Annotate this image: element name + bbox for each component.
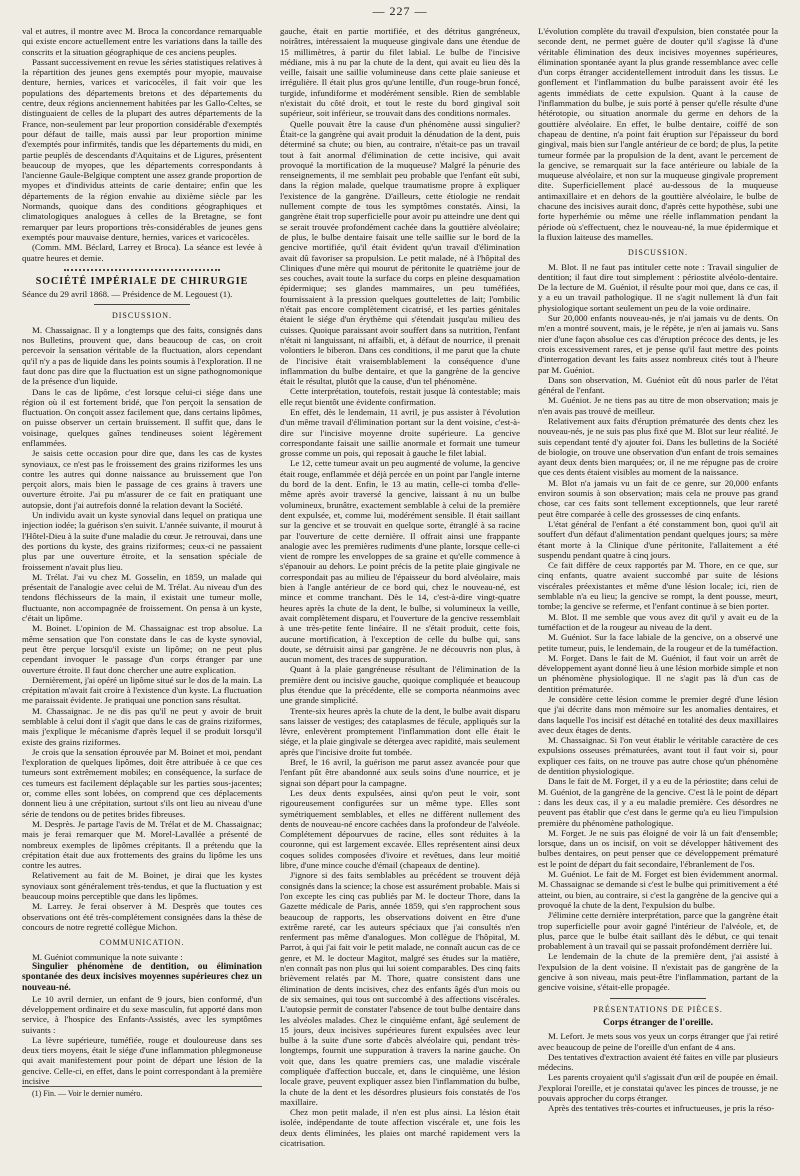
discussion-heading: DISCUSSION. — [627, 248, 689, 258]
paragraph: J'ignore si des faits semblables au précédent se trouvent déjà consignés dans la science; la chose est assurément probable. Mais si l'on excepte les cinq cas publiés par M. le docteur Thore, dans la Gazette médicale de Paris, année 1859, qui s'en rapprochent sous beaucoup de rapports, les observations doivent en être d'une extrême rareté, car les auteurs spéciaux que j'ai consultés n'en renferment pas même d'analogues. Mon collègue de l'hôpital, M. Parrot, à qui j'ai fait voir le petit malade, ne connaît aucun cas de ce genre, et M. le docteur Magitot, malgré ses études sur la matière, n'en connaît pas non plus qui lui soient comparables. Des cinq faits brièvement relatés par M. Thore, quatre consistent dans une élimination de dents incisives, chez des enfants âgés d'un mois ou de six semaines, qui tous ont succombé à des affections viscérales. L'autopsie permit de constater l'absence de tout bulbe dentaire dans les alvéoles malades. Chez le cinquième enfant, âgé seulement de 15 jours, deux incisives supérieures furent expulsées avec leur bulbe à la suite d'une sorte d'abcès alvéolaire qui, pendant très-longtemps, fournit une suppuration à travers la narine gauche. On voit que, dans les quatre premiers cas, une maladie viscérale compliquée d'affection buccale, et, dans le cinquième, une lésion locale grave, peuvent expliquer assez bien l'inflammation du bulbe, la chute de la dent et les désordres plusieurs fois constatés de l'os maxillaire. — [280, 870, 520, 1107]
paragraph: Passant successivement en revue les séries statistiques relatives à la répartition des jeunes gens exemptés pour myopie, mauvaise denture, hernies, varices et varicocèles, il fait voir que les populations des départements bretons et des départements du centre, deux régions anciennement habitées par les Gallo-Celtes, se distinguaient de celles de la plupart des autres départements de la France, non-seulement par leur proportion considérable d'exemptés pour défaut de taille, mais aussi par leur proportion minime d'exemptés pour infirmités, tandis que les départements du midi, en partie peuplés de descendants d'Aquitains et de Ligures, présentent beaucoup de myopes, que les départements correspondants à l'ancienne Gaule-Belgique comptent une assez grande proportion de myopes et d'individus atteints de carie dentaire; enfin que les départements de la région envahie au dixième siècle par les Normands, quoique dans des conditions géographiques et climatologiques analogues à celles de la Bretagne, se font remarquer par leurs proportions très-considérables de jeunes gens exemptés pour mauvaise denture, hernies, varices et varicocèles. — [22, 56, 262, 242]
presentation-title: Corps étranger de l'oreille. — [603, 1016, 713, 1028]
paragraph: M. Forget. Je ne suis pas éloigné de voir là un fait d'ensemble; lorsque, dans un os incisif, on voit se développer hâtivement des bulbes dentaires, on peut penser que ce développement prématuré est le point de départ du fait secondaire, l'ébranlement de l'os. — [538, 827, 778, 869]
communication-title: Singulier phénomène de dentition, ou élimination spontanée des deux incisives moyennes supérieures chez un nouveau-né. — [22, 961, 262, 994]
paragraph: Dans son observation, M. Guéniot eût dû nous parler de l'état général de l'enfant. — [538, 374, 778, 396]
section-divider — [64, 269, 220, 271]
footnote: (1) Fin. — Voir le dernier numéro. — [22, 1086, 262, 1099]
paragraph: Cette interprétation, toutefois, restait jusque là contestable; mais elle reçut bientôt une évidente confirmation. — [280, 386, 520, 407]
paragraph: M. Boinet. L'opinion de M. Chassaignac est trop absolue. La même sensation que l'on constate dans le cas de kyste synovial, peut être perçue lorsqu'il existe un lipôme; on ne peut plus cependant invoquer le passage d'un corps étranger par une ouverture étroite. Il faut donc chercher une autre explication. — [22, 623, 262, 675]
paragraph: Les parents croyaient qu'il s'agissait d'un œil de poupée en émail. J'explorai l'oreille, et je constatai qu'avec les pinces de trousse, je ne pouvais approcher du corps étranger. — [538, 1072, 778, 1103]
paragraph: Relativement au fait de M. Boinet, je dirai que les kystes synoviaux sont généralement très-tendus, et que la fluctuation y est beaucoup moins perceptible que dans les lipômes. — [22, 870, 262, 902]
paragraph: M. Guéniot communique la note suivante : — [32, 951, 183, 962]
paragraph: Je crois que la sensation éprouvée par M. Boinet et moi, pendant l'exploration de quelques lipômes, doit être attribuée à ce que ces tumeurs sont extrêmement mobiles; en conséquence, la surface de ces tumeurs est facilement déplaçable sur les parties sous-jacentes; or, comme elles sont lobées, on comprend que ces déplacements donnent lieu à une crépitation, surtout s'ils ont lieu au niveau d'une série de tendons ou de petites brides fibreuses. — [22, 746, 262, 819]
column-right — [538, 26, 778, 1166]
society-heading: SOCIÉTÉ IMPÉRIALE DE CHIRURGIE — [35, 275, 249, 287]
column-middle — [280, 26, 520, 1166]
paragraph: L'évolution complète du travail d'expulsion, bien constatée pour la seconde dent, ne permet guère de douter qu'il s'agisse là d'une véritable élimination des deux incisives moyennes supérieures, élimination spontanée ayant la plus grande ressemblance avec celle d'un corps étranger accidentellement introduit dans les tissus. Le gonflement et l'inflammation du bulbe paraissent avoir été les agents immédiats de cette expulsion. Quant à la cause de l'inflammation du bulbe, je suis porté à penser qu'elle résulte d'une hétérotopie, ou situation anormale du germe en dehors de la gouttière alvéolaire. En effet, le bulbe dentaire, coiffé de son chapeau de dentine, n'a point fait éruption sur l'épaisseur du bord gingival, mais bien sur l'angle antérieur de ce bord; de plus, la petite tumeur formée par la propulsion de la dent, avant le percement de la gencive, se remarquait sur la face antérieure ou labiale de la muqueuse alvéolaire, et non sur la muqueuse gingivale proprement dite. Superficiellement placé au-dessous de la muqueuse antimaxillaire et en dehors de la gouttière alvéolaire, le bulbe de chacune des incisives aurait donc, d'après cette hypothèse, subi une forte hyperhémie ou même une réelle inflammation pendant la période où s'effectuent, chez le nouveau-né, la mue épidermique et la fluxion laiteuse des mamelles. — [538, 26, 778, 242]
paragraph: Relativement aux faits d'éruption prématurée des dents chez les nouveau-nés, je ne suis pas plus fixé que M. Blot sur leur réalité. Je suis cependant tenté d'y ajouter foi. Dans les bulletins de la Société de biologie, on trouve une observation d'un enfant de trois semaines ayant deux dents bien marquées; or, il ne me répugne pas de croire que ces dents étaient visibles au moment de la naissance. — [538, 415, 778, 478]
paragraph: M. Chassaignac. Il y a longtemps que des faits, consignés dans nos Bulletins, prouvent que, dans beaucoup de cas, on croit percevoir la sensation véritable de la fluctuation, alors cependant qu'il n'y a pas de liquide dans les points soumis à l'exploration. Il ne faut donc pas dire que la fluctuation est un signe pathognomonique de la présence d'un liquide. — [22, 324, 262, 387]
paragraph: Les deux dents expulsées, ainsi qu'on peut le voir, sont rigoureusement configurées sur un même type. Elles sont symétriquement semblables, et elles ne diffèrent nullement des dents de nouveau-né encore cachées dans la profondeur de l'alvéole. Complétement dépourvues de racine, elles sont réduites à la couronne, qui est largement excavée. Elles représentent ainsi deux coques solides composées d'ivoire et revêtues, dans leur moitié libre, d'une mince couche d'émail (chapeaux de dentine). — [280, 787, 520, 871]
paragraph: M. Guéniot. Je ne tiens pas au titre de mon observation; mais je n'en avais pas trouvé de meilleur. — [538, 395, 778, 416]
paragraph: val et autres, il montre avec M. Broca la concordance remarquable qui existe encore actuellement entre les variations dans la taille des conscrits et la situation géographique de ces anciens peuples. — [22, 26, 262, 57]
paragraph: M. Blot. Il ne faut pas intituler cette note : Travail singulier de dentition; il faut dire tout simplement : périostite alvéolo-dentaire. De la lecture de M. Guéniot, il résulte pour moi que, dans ce cas, il y a eu un travail pathologique. Il ne s'agit nullement là d'un fait physiologique sortant seulement un peu de la voie ordinaire. — [538, 261, 778, 313]
paragraph: Sur 20,000 enfants nouveau-nés, je n'ai jamais vu de dents. On m'en a montré souvent, mais, je le répète, je n'en ai jamais vu. Sans nier d'une façon absolue ces cas d'éruption précoce des dents, je les crois excessivement rares, et je pense qu'il faut mettre des points d'interrogation devant les faits assez nombreux cités tout à l'heure par M. Guéniot. — [538, 313, 778, 375]
paragraph: Ce fait diffère de ceux rapportés par M. Thore, en ce que, sur cinq enfants, quatre avaient succombé par suite de lésions viscérales préexistantes et même d'une lésion locale; ici, rien de semblable n'a eu lieu; la gencive se rompt, la dent pousse, meurt, tombe; la gencive se referme, et l'enfant continue à se bien porter. — [538, 560, 778, 612]
paragraph: M. Blot. Il me semble que vous avez dit qu'il y avait eu de la tuméfaction et de la rougeur au niveau de la dent. — [538, 611, 778, 632]
paragraph: Le 10 avril dernier, un enfant de 9 jours, bien conformé, d'un développement ordinaire et du sexe masculin, fut apporté dans mon service, à l'hospice des Enfants-Assistés, avec les symptômes suivants : — [22, 993, 262, 1035]
paragraph: M. Lefort. Je mets sous vos yeux un corps étranger que j'ai retiré avec beaucoup de peine de l'oreille d'un enfant de 4 ans. — [538, 1031, 778, 1052]
presentations-heading: PRÉSENTATIONS DE PIÈCES. — [593, 1004, 723, 1014]
paragraph: En effet, dès le lendemain, 11 avril, je pus assister à l'évolution d'un même travail d'élimination portant sur la dent voisine, c'est-à-dire sur l'incisive moyenne droite supérieure. La gencive correspondante faisait une saillie anormale et formait une tumeur grosse comme un pois, qui reposait à gauche le filet labial. — [280, 406, 520, 459]
paragraph: Chez mon petit malade, il n'en est plus ainsi. La lésion était isolée, indépendante de toute affection viscérale et, une fois les deux dents éliminées, les plaies ont marché rapidement vers la cicatrisation. — [280, 1107, 520, 1149]
paragraph: L'état général de l'enfant a été constamment bon, quoi qu'il ait souffert d'un défaut d'alimentation pendant quelques jours; sa mère étant morte à la Clinique d'une péritonite, l'allaitement a été suspendu pendant quatre à cinq jours. — [538, 518, 778, 560]
paragraph: gauche, était en partie mortifiée, et des détritus gangréneux, noirâtres, intéressaient la muqueuse gingivale dans une étendue de 15 millimètres, à partir du filet labial. Le bulbe de l'incisive médiane, mis à nu par la chute de la dent, qui avait eu lieu dès la veille, faisait une saillie volumineuse dans cette plaie sanieuse et irrégulière. Il était plus gros qu'une lentille, d'un rouge-brun foncé, turgide, infundiforme et modérément sensible. Rien de semblable n'existait du côté droit, et tout le reste du bord gingival soit supérieur, soit inférieur, se trouvait dans des conditions normales. — [280, 26, 520, 119]
paragraph: Dernièrement, j'ai opéré un lipôme situé sur le dos de la main. La crépitation m'avait fait croire à l'existence d'un kyste. La fluctuation me paraissait évidente. Je pratiquai une ponction sans résultat. — [22, 674, 262, 706]
paragraph: Quelle pouvait être la cause d'un phénomène aussi singulier? Était-ce la gangrène qui avait produit la dénudation de la dent, puis déterminé sa chute; ou bien, au contraire, n'était-ce pas un travail tout à fait anormal d'élimination de cette incisive, qui avait provoqué la mortification de la muqueuse? Malgré la pénurie des renseignements, il me semblait peu probable que l'enfant eût subi, dans la région malade, quelque traumatisme propre à expliquer l'existence de la gangrène. D'ailleurs, cette étiologie ne rendait nullement compte de tous les symptômes constatés. Ainsi, la gangrène était trop superficielle pour avoir pu atteindre une dent qui se serait trouvée profondément cachée dans la gouttière alvéolaire; de plus, le bulbe dentaire faisait une telle saillie sur le bord de la gencive mortifiée, qu'il était évident qu'un travail d'élimination avait dû favoriser sa propulsion. Le petit malade, né à l'hôpital des Cliniques d'une mère qui mourut de péritonite le quatrième jour de ses couches, avait toute la surface du corps en pleine desquamation épidermique; ses glandes mammaires, un peu tuméfiées, fournissaient à la pression quelques gouttelettes de lait; l'ombilic n'était pas encore complètement cicatrisé, et les parties génitales étaient le siége d'un érythème qui s'étendait jusqu'au milieu des cuisses. Quoique paraissant avoir souffert dans sa nutrition, l'enfant n'était ni languissant, ni affaibli, et, à défaut de nourrice, il prenait volontiers le biberon. Dans ces conditions, il me parut que la chute de l'incisive était vraisemblablement la conséquence d'une inflammation du bulbe dentaire, et que la gangrène de la gencive était le résultat, plutôt que la cause, d'un tel phénomène. — [280, 118, 520, 387]
paragraph: Trente-six heures après la chute de la dent, le bulbe avait disparu sans laisser de vestiges; des cataplasmes de fécule, appliqués sur la lèvre, enlevèrent promptement l'inflammation dont elle était le siége, et la plaie gingivale se détergea avec rapidité, mais seulement après que l'incisive droite fut tombée. — [280, 705, 520, 757]
paragraph: M. Forget. Dans le fait de M. Guéniot, il faut voir un arrêt de développement ayant donné lieu à une lésion morbide simple et non un phénomène physiologique. Il ne s'agit pas là d'un cas de dentition prématurée. — [538, 652, 778, 694]
session-line: Séance du 29 avril 1868. — Présidence de M. Legouest (1). — [22, 289, 233, 300]
divider — [610, 998, 706, 999]
page-number: — 227 — — [372, 4, 428, 18]
paragraph: Un individu avait un kyste synovial dans lequel on pratiqua une injection iodée; la guérison s'en suivit. L'année suivante, il mourut à l'Hôtel-Dieu à la suite d'une maladie du cœur. Je retrouvai, dans une des portions du kyste, des grains riziformes; ceux-ci ne passaient plus par une ouverture étroite, et la sensation spéciale de froissement n'avait plus lieu. — [22, 510, 262, 572]
paragraph: M. Guéniot. Le fait de M. Forget est bien évidemment anormal. M. Chassaignac se demande si c'est le bulbe qui primitivement a été atteint, ou bien, au contraire, si c'est la gangrène de la gencive qui a provoqué la chute de la dent, l'expulsion du bulbe. — [538, 869, 778, 910]
paragraph: Quant à la plaie gangréneuse résultant de l'élimination de la première dent ou incisive gauche, quoique compliquée et beaucoup plus étendue que la précédente, elle se comporta néanmoins avec une grande simplicité. — [280, 664, 520, 706]
paragraph: Après des tentatives très-courtes et infructueuses, je pris la réso- — [548, 1103, 775, 1114]
communication-heading: COMMUNICATION. — [99, 938, 185, 948]
paragraph: Dans le fait de M. Forget, il y a eu de la périostite; dans celui de M. Guéniot, de la gangrène de la gencive. C'est là le point de départ : dans les deux cas, il y a eu maladie première. Ces désordres ne peuvent pas établir que c'est dans le germe qu'a eu lieu l'impulsion première du phénomène pathologique. — [538, 776, 778, 828]
paragraph: J'élimine cette dernière interprétation, parce que la gangrène était trop superficielle pour avoir gagné l'intérieur de l'alvéole, et, de plus, parce que le bulbe était saillant dès le début, ce qui tenait probablement à un travail qui se passait profondément derrière lui. — [538, 910, 778, 952]
paragraph: (Comm. MM. Béclard, Larrey et Broca). La séance est levée à quatre heures et demie. — [22, 242, 262, 263]
paragraph: Des tentatives d'extraction avaient été faites en ville par plusieurs médecins. — [538, 1051, 778, 1073]
column-left — [22, 26, 262, 1166]
paragraph: Je saisis cette occasion pour dire que, dans les cas de kystes synoviaux, ce n'est pas le froissement des grains riziformes les uns contre les autres qui donne naissance au bruissement que l'on perçoit alors, mais bien le passage de ces grains à travers une ouverture étroite. J'ai pu m'assurer de ce fait en pratiquant une autopsie, dont j'ai autrefois donné la relation devant la Société. — [22, 448, 262, 510]
paragraph: Je considère cette lésion comme le premier degré d'une lésion que j'ai décrite dans mon mémoire sur les anomalies dentaires, et dans laquelle l'os incisif est détaché en totalité des deux maxillaires avec deux étages de dents. — [538, 694, 778, 735]
paragraph: Le 12, cette tumeur avait un peu augmenté de volume, la gencive était rouge, enflammée et déjà percée en un point par l'angle interne du bord de la dent. Enfin, le 13 au matin, celle-ci tomba d'elle-même après avoir traversé la gencive, laissant à nu un bulbe volumineux, brunâtre, exactement semblable à celui de la première dent expulsée, et, comme lui, modérément sensible. Il était saillant sur la gencive et se trouvait en quelque sorte, étranglé à sa racine par l'ouverture de cette dernière. Il offrait ainsi une frappante analogie avec les premières rudiments d'une plante, lorsque celle-ci vient de rompre les enveloppes de sa graine et qu'elle commence à s'épanouir au dehors. Le point précis de la petite plaie gingivale ne correspondait pas au milieu de l'épaisseur du bord alvéolaire, mais bien à l'angle antérieur de ce bord qui, chez le nouveau-né, est mince et comme tranchant. Dès le 14, c'est-à-dire vingt-quatre heures après la chute de la dent, le bulbe, si volumineux la veille, avait complètement disparu, et l'ouverture de la gencive ressemblait à une très-petite fente linéaire. Il ne s'était produit, cette fois, aucune mortification, à l'exception de celle du bulbe qui, sans doute, se détruisit ainsi par gangrène. Je ne découvris non plus, à aucun moment, des traces de suppuration. — [280, 458, 520, 665]
paragraph: La lèvre supérieure, tuméfiée, rouge et douloureuse dans ses deux tiers moyens, était le siége d'une inflammation phlegmoneuse qui avait manifestement pour point de départ une lésion de la gencive. Celle-ci, en effet, dans le point correspondant à la première incisive — [22, 1034, 262, 1086]
paragraph: M. Trélat. J'ai vu chez M. Gosselin, en 1859, un malade qui présentait de l'analogie avec celui de M. Trélat. Au niveau d'un des tendons fléchisseurs de la main, il existait une tumeur molle, fluctuante, non accompagnée de froissement. On pensa à un kyste, c'était un lipôme. — [22, 571, 262, 624]
paragraph: Dans le cas de lipôme, c'est lorsque celui-ci siége dans une région où il est fortement bridé, que l'on perçoit la sensation de fluctuation. On conçoit assez facilement que, dans certains lipômes, on puisse observer un certain bruissement. Il suffit que, dans le voisinage, quelques gaînes tendineuses soient légèrement enflammées. — [22, 386, 262, 448]
paragraph: Le lendemain de la chute de la première dent, j'ai assisté à l'expulsion de la dent voisine. Il n'existait pas de gangrène de la gencive à son niveau, mais peut-être l'inflammation, partant de la gencive voisine, s'était-elle propagée. — [538, 951, 778, 993]
paragraph: M. Guéniot. Sur la face labiale de la gencive, on a observé une petite tumeur, puis, le lendemain, de la rougeur et de la tuméfaction. — [538, 632, 778, 653]
paragraph: M. Chassaignac. Si l'on veut établir le véritable caractère de ces expulsions osseuses prématurées, avant tout il faut voir si, pour expliquer ces faits, on ne trouve pas autre chose qu'un phénomène de dentition physiologique. — [538, 735, 778, 777]
divider — [94, 304, 190, 305]
paragraph: M. Desprès. Je partage l'avis de M. Trélat et de M. Chassaignac; mais je ferai remarquer que M. Morel-Lavallée a présenté de nombreux exemples de lipômes crépitants. Il a prétendu que la crépitation était due aux frottements des grains du lipôme les uns contre les autres. — [22, 818, 262, 871]
paragraph: M. Blot n'a jamais vu un fait de ce genre, sur 20,000 enfants environ soumis à son observation; mais cela ne prouve pas grand chose, car ces faits sont tellement exceptionnels, que leur rareté peut être comparée à celle des grossesses de cinq enfants. — [538, 477, 778, 519]
paragraph: M. Chassaignac. Je ne dis pas qu'il ne peut y avoir de bruit semblable à celui dont il s'agit que dans le cas de grains riziformes, mais j'explique le mécanisme d'après lequel il se produit lorsqu'il existe des grains riziformes. — [22, 705, 262, 747]
discussion-heading: DISCUSSION. — [111, 311, 173, 321]
paragraph: M. Larrey. Je ferai observer à M. Desprès que toutes ces observations ont été très-complétement consignées dans la thèse de concours de notre regretté collègue Michon. — [22, 901, 262, 932]
paragraph: Bref, le 16 avril, la guérison me parut assez avancée pour que l'enfant pût être abandonné aux seuls soins d'une nourrice, et je signai son départ pour la campagne. — [280, 757, 520, 788]
